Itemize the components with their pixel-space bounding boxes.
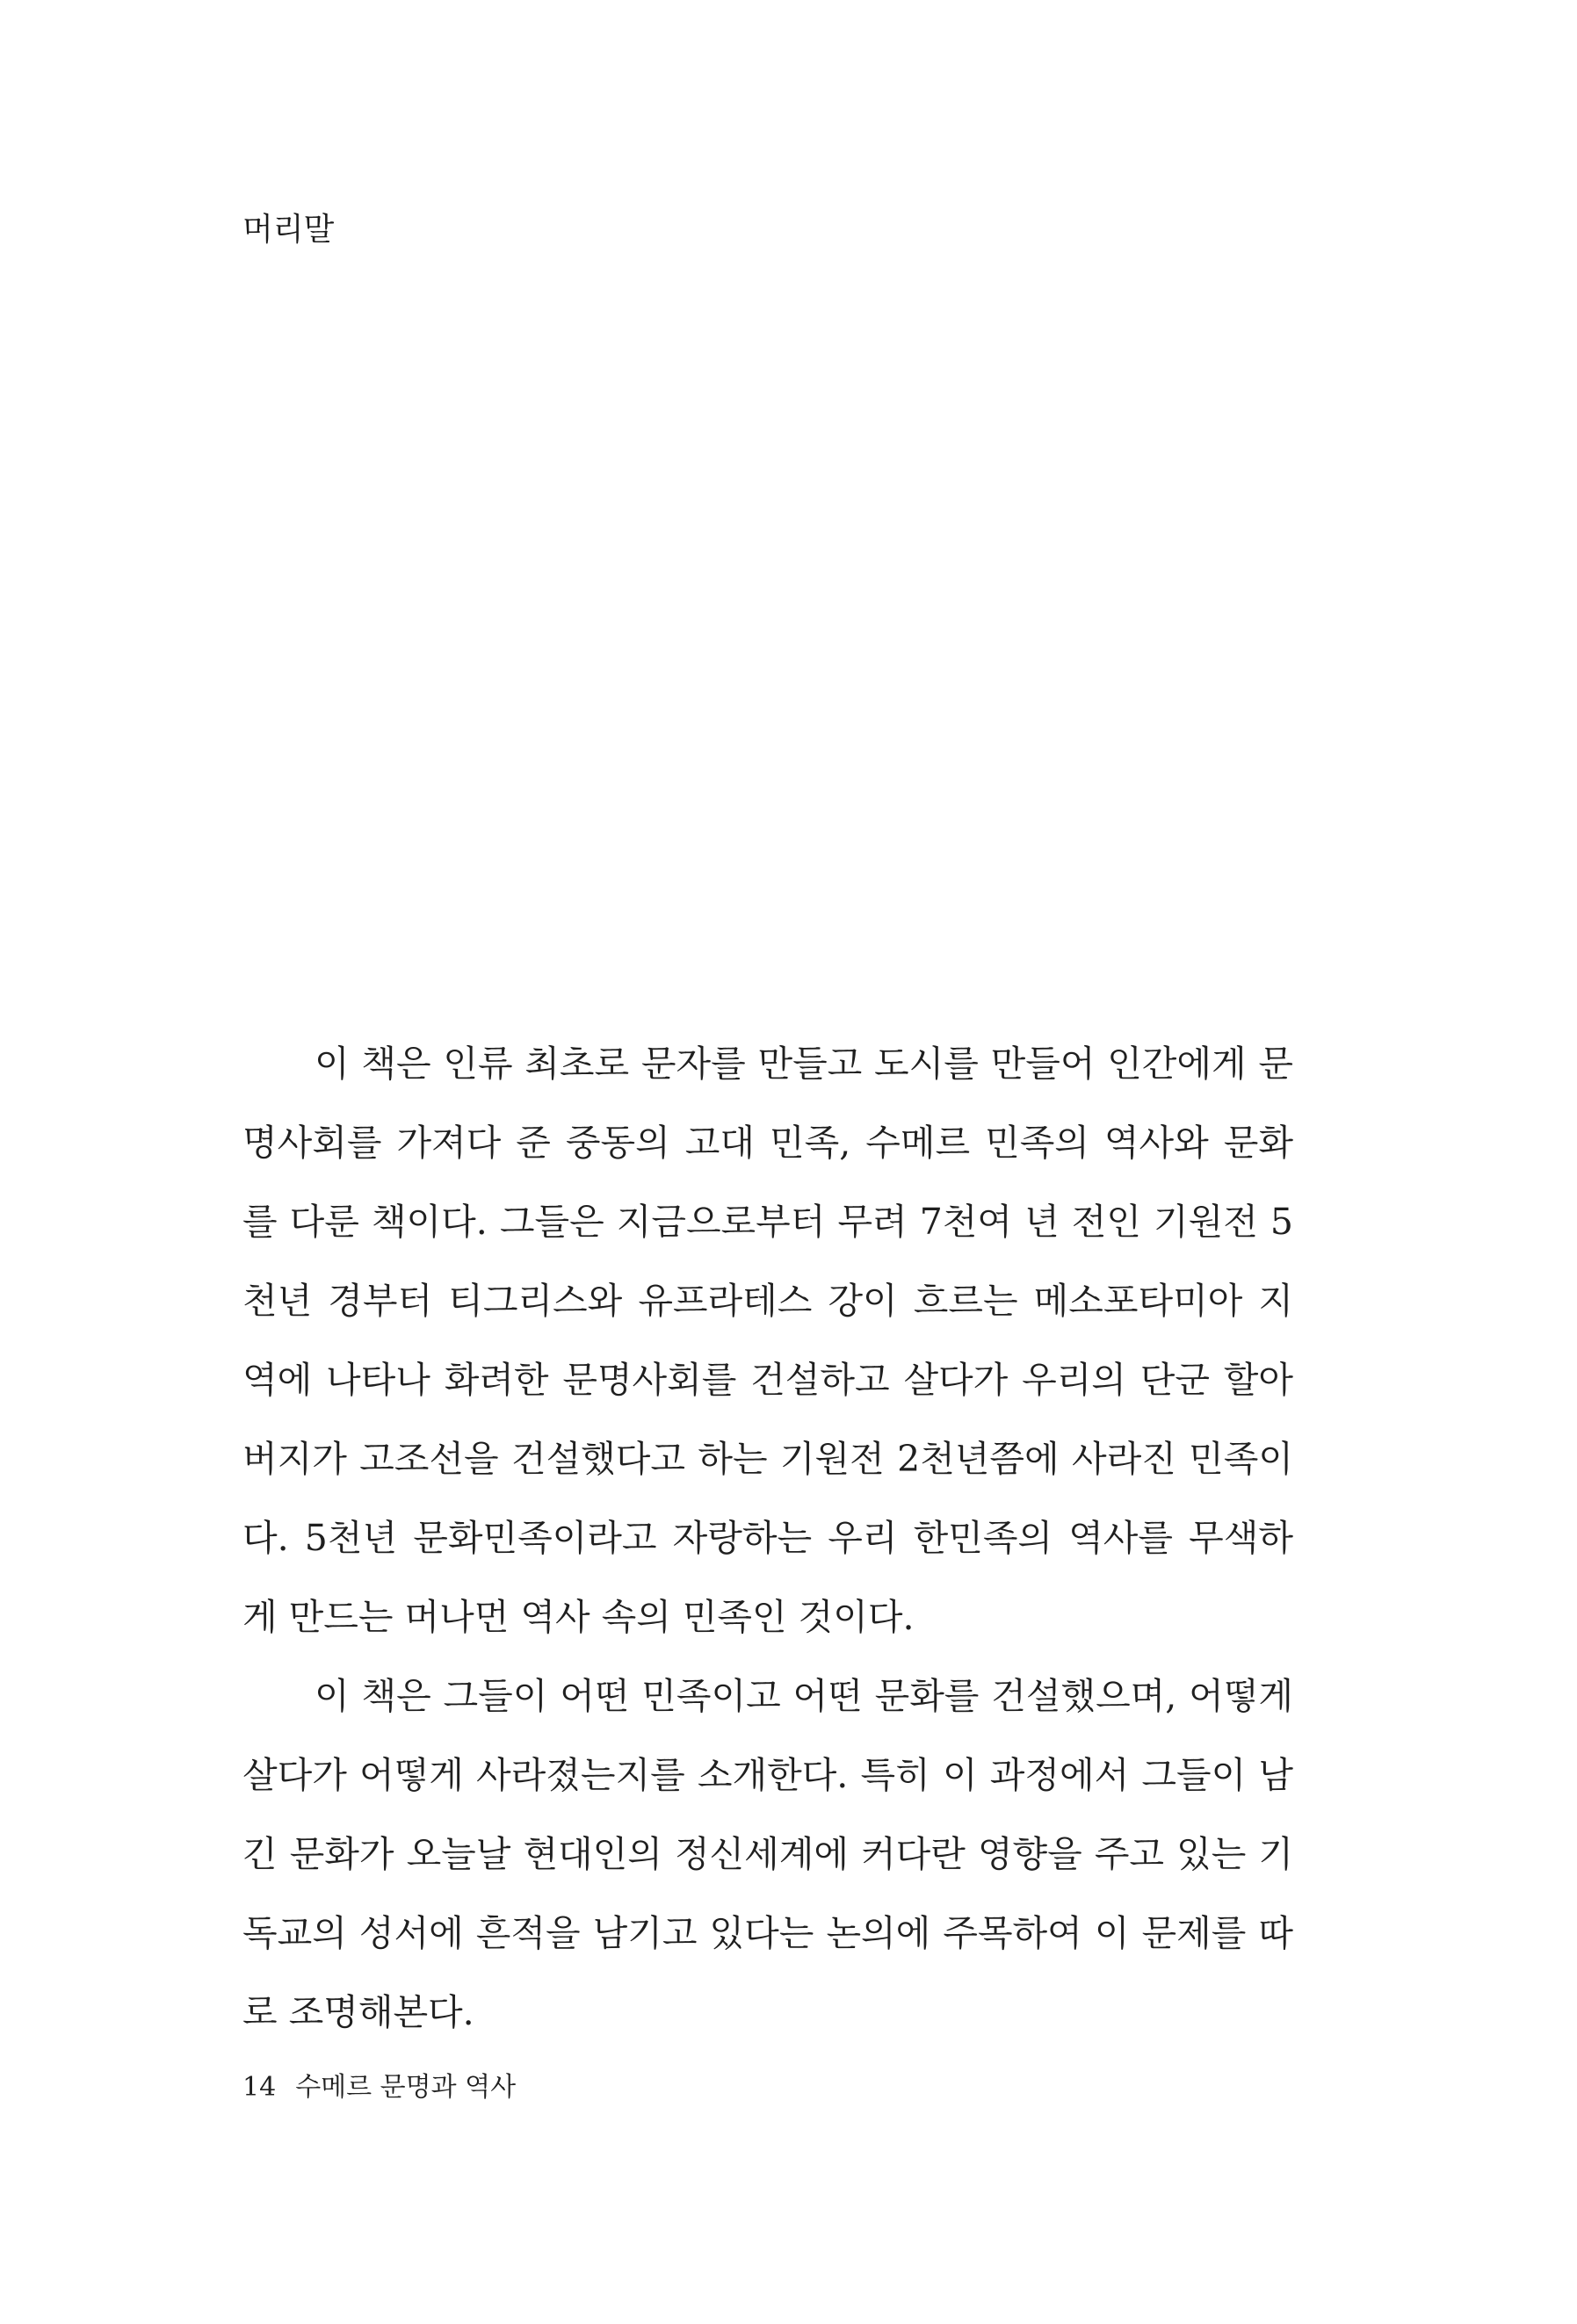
page-number: 14 (242, 2072, 277, 2103)
running-title: 수메르 문명과 역사 (295, 2072, 517, 2103)
paragraph-1: 이 책은 인류 최초로 문자를 만들고 도시를 만들어 인간에게 문명사회를 가져다 준 중동의 고대 민족, 수메르 민족의 역사와 문화를 다룬 책이다. 그들은 지금으로부터 무려 7천여 년 전인 기원전 5천년 경부터 티그리스와 유프라테스 강이 흐르는 메소포타미아 지역에 나타나 화려한 문명사회를 건설하고 살다가 우리의 단군 할아버지가 고조선을 건설했다고 하는 기원전 2천년쯤에 사라진 민족이다. 5천년 문화민족이라고 자랑하는 우리 한민족의 역사를 무색하게 만드는 머나먼 역사 속의 민족인 것이다. (242, 1043, 1293, 1638)
page-footer (242, 2072, 517, 2103)
section-label: 머리말 (242, 212, 335, 248)
body-text (242, 1024, 1293, 2052)
paragraph-2: 이 책은 그들이 어떤 민족이고 어떤 문화를 건설했으며, 어떻게 살다가 어떻게 사라졌는지를 소개한다. 특히 이 과정에서 그들이 남긴 문화가 오늘날 현대인의 정신세계에 커다란 영향을 주고 있는 기독교의 성서에 흔적을 남기고 있다는 논의에 주목하여 이 문제를 따로 조명해본다. (242, 1675, 1293, 2033)
